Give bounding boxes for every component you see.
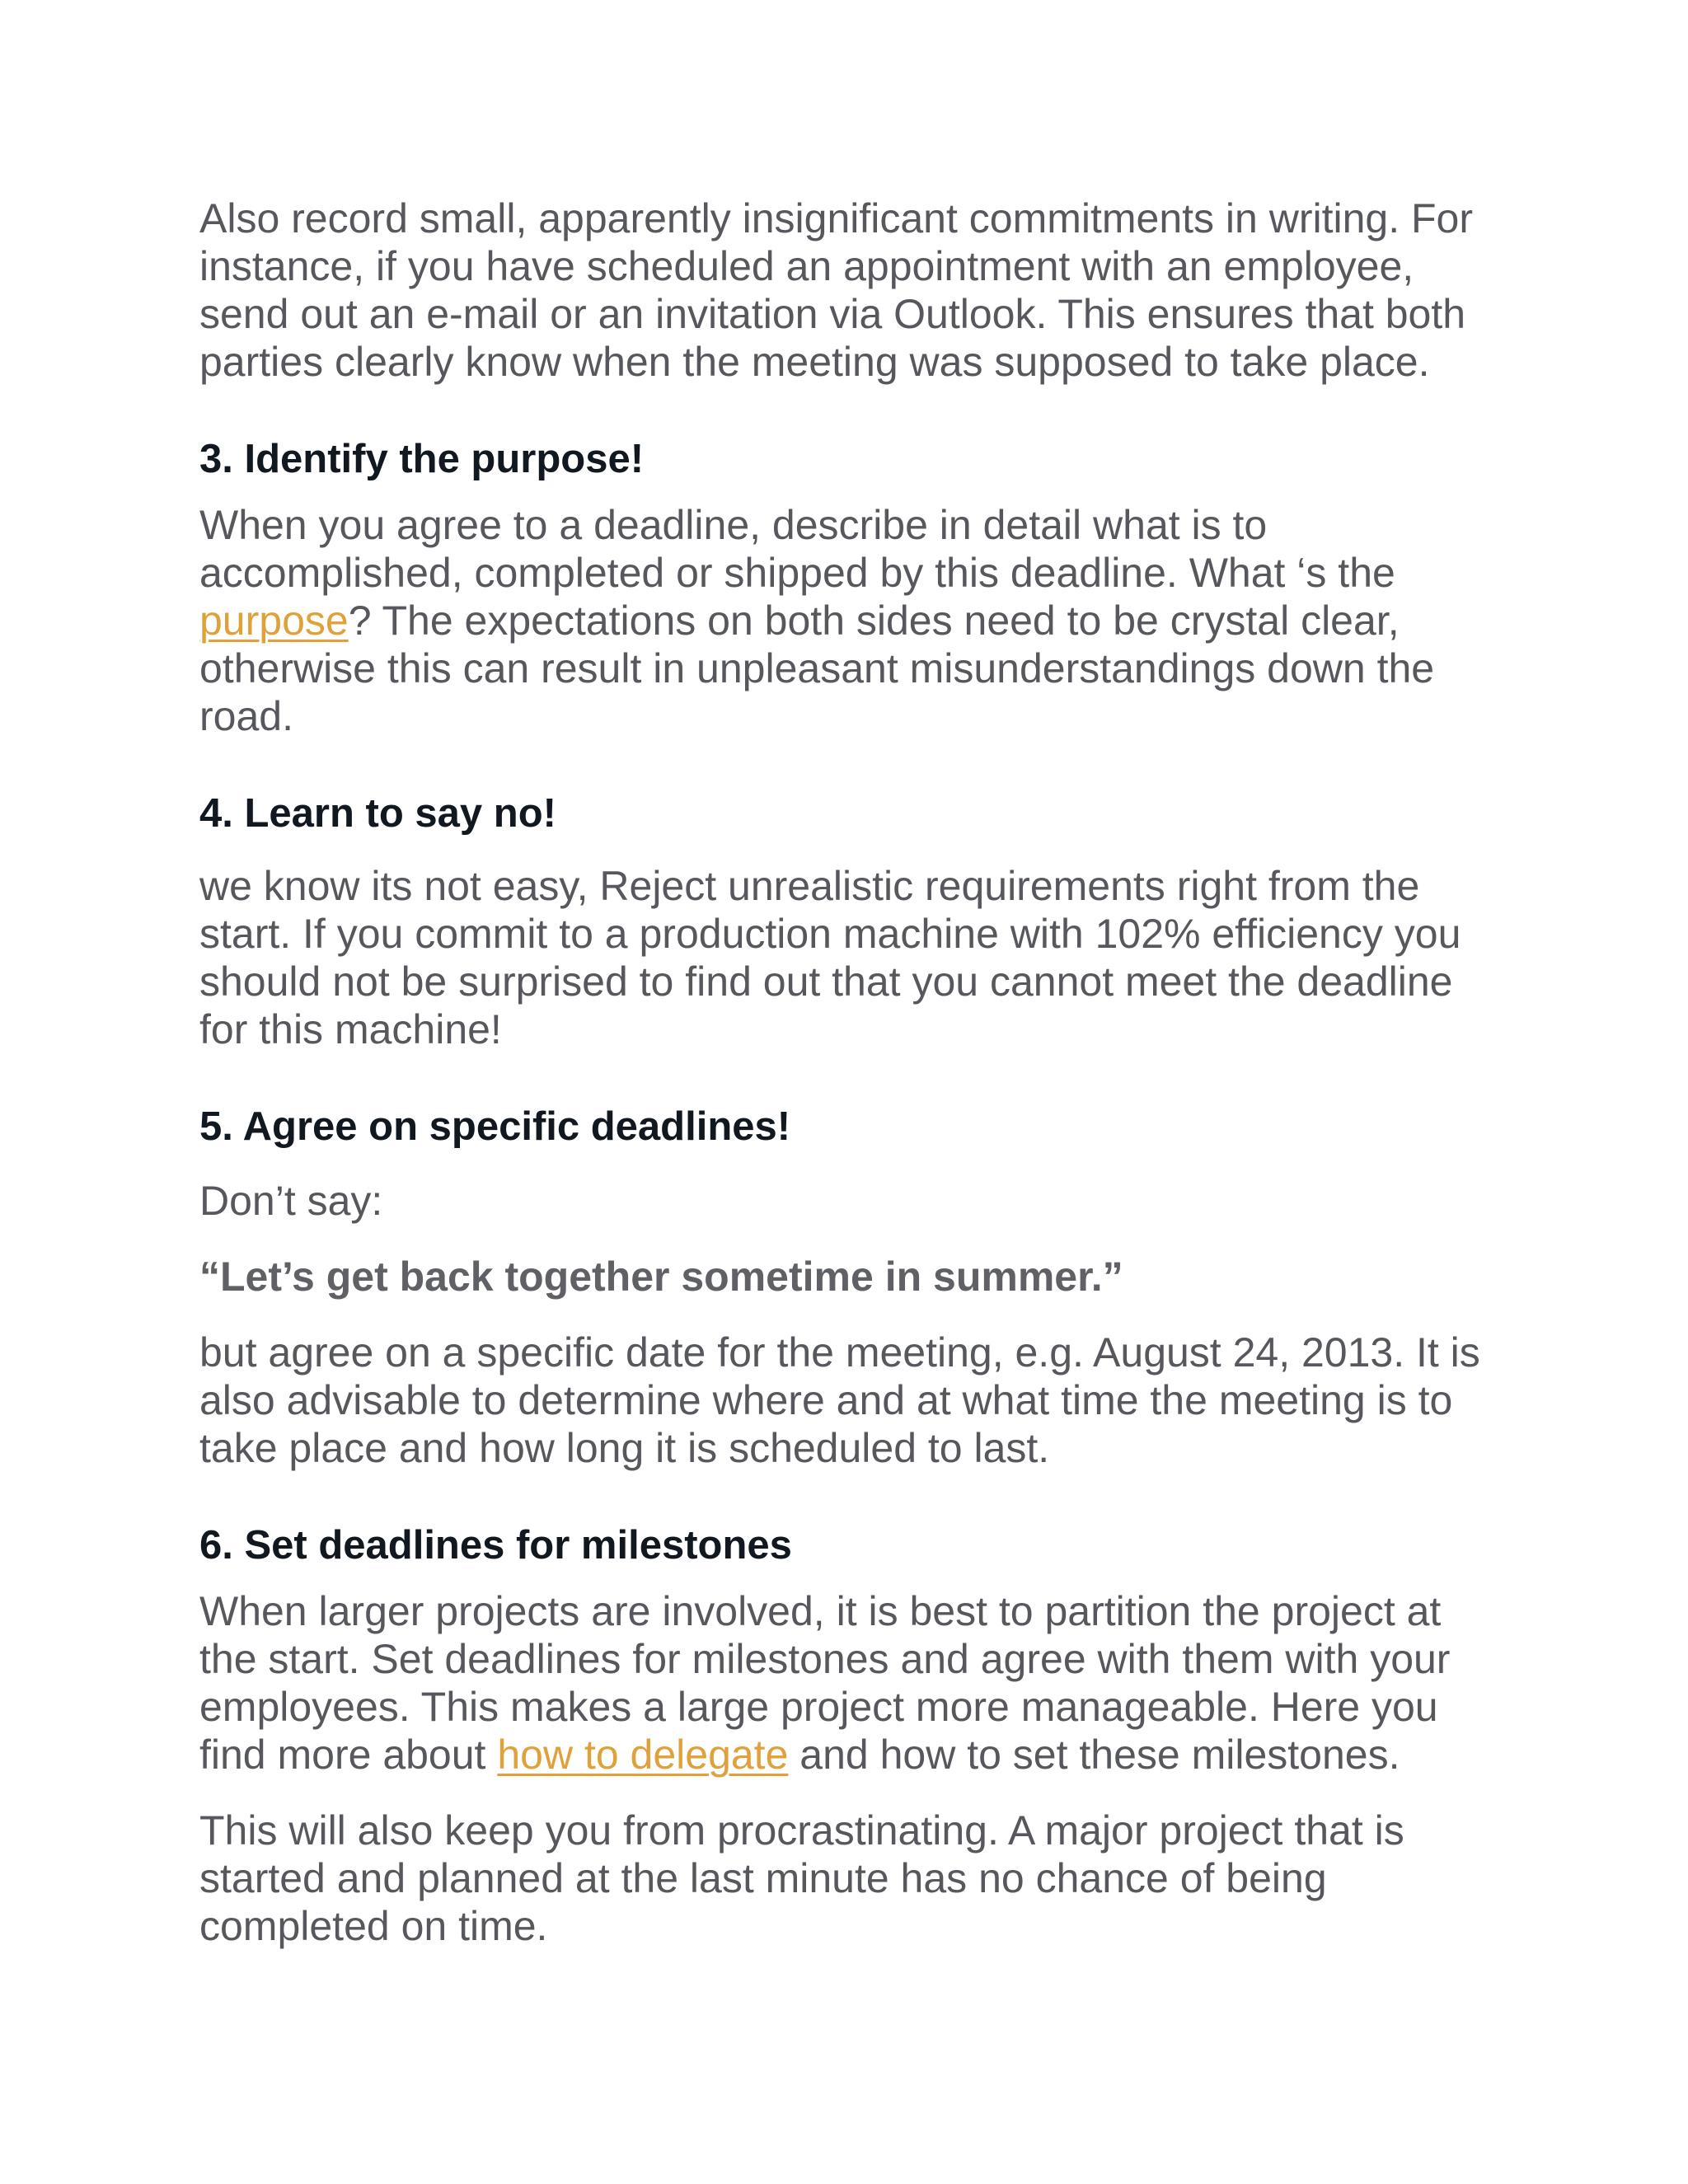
quote-text: “Let’s get back together sometime in summer.” [199,1254,1123,1300]
document-page [199,194,1502,1950]
paragraph-text: When you agree to a deadline, describe in detail what is to accomplished, completed or shipped by this deadline. What ‘s the [199,502,1395,596]
section-paragraph-procrastinating: This will also keep you from procrastinating. A major project that is started and planned at the last minute has no chance of being completed on time. [199,1807,1404,1949]
section-paragraph-specific-date: but agree on a specific date for the meeting, e.g. August 24, 2013. It is also advisable to determine where and at what time the meeting is to take place and how long it is scheduled to last. [199,1329,1480,1471]
how-to-delegate-link[interactable]: how to delegate [497,1732,789,1778]
section-heading-say-no: 4. Learn to say no! [199,791,556,836]
section-heading-identify-purpose: 3. Identify the purpose! [199,437,645,481]
paragraph-text: ? The expectations on both sides need to be crystal clear, otherwise this can result in unpleasant misunderstandings down the road. [199,598,1435,739]
section-paragraph-milestones [199,1587,1502,1779]
section-heading-milestones: 6. Set deadlines for milestones [199,1523,792,1568]
section-paragraph-say-no: we know its not easy, Reject unrealistic requirements right from the start. If you commit to a production machine with 102% efficiency you should not be surprised to find out that you cannot meet the deadline for this machine! [199,863,1461,1052]
section-heading-specific-deadlines: 5. Agree on specific deadlines! [199,1104,791,1149]
intro-paragraph: Also record small, apparently insignificant commitments in writing. For instance, if you have scheduled an appointment with an employee, send out an e-mail or an invitation via Outlook. This ensures that both parties clearly know when the meeting was supposed to take place. [199,195,1473,385]
paragraph-text: When larger projects are involved, it is best to partition the project at the start. Set deadlines for milestones and agree with them with your employees. This makes a large project more manageable. Here you find more about [199,1588,1451,1778]
section-paragraph-identify-purpose [199,501,1502,740]
section-paragraph-dont-say: Don’t say: [199,1178,383,1224]
paragraph-text: and how to set these milestones. [788,1732,1400,1778]
purpose-link[interactable]: purpose [199,598,349,644]
